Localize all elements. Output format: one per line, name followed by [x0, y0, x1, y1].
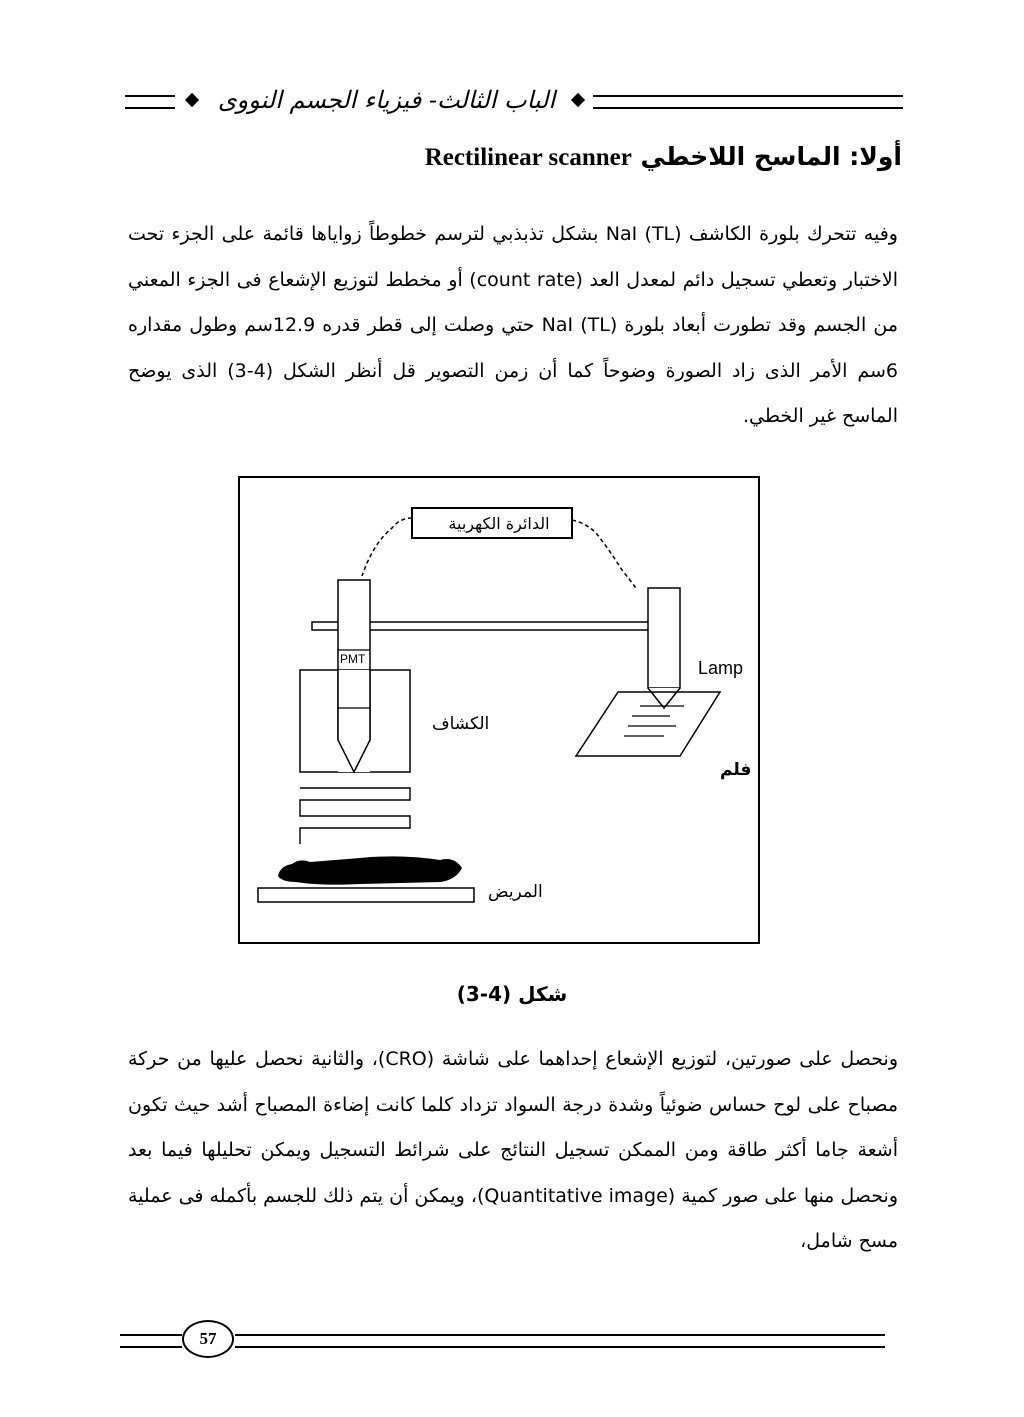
patient-silhouette: [278, 856, 462, 884]
chapter-title: الباب الثالث- فيزياء الجسم النووى: [217, 86, 556, 114]
footer-rule-left: [120, 1334, 182, 1348]
detector-scan-path: [300, 788, 410, 844]
patient-label: المريض: [488, 882, 543, 902]
figure-caption: شكل (4-3): [456, 982, 568, 1006]
page-number: 57: [182, 1320, 234, 1358]
diamond-ornament-icon: [185, 93, 199, 107]
left-wire: [362, 518, 412, 576]
patient-table: [258, 888, 474, 902]
scanner-figure: [238, 476, 760, 944]
section-heading-arabic: أولا: الماسح اللاخطي: [640, 142, 902, 171]
film-label: فلم: [720, 760, 752, 780]
detector-label: الكشاف: [432, 714, 490, 734]
scanner-diagram: [240, 478, 758, 942]
lamp-label: Lamp: [698, 658, 744, 678]
header-rule-right: [593, 95, 903, 109]
film-scan-path: [624, 706, 684, 736]
diamond-ornament-icon: [571, 93, 585, 107]
circuit-label: الدائرة الكهربية: [448, 514, 550, 533]
section-heading-english: Rectilinear scanner: [424, 144, 632, 171]
lamp-tip: [648, 688, 680, 708]
paragraph-images: ونحصل على صورتين، لتوزيع الإشعاع إحداهما على شاشة (CRO)، والثانية نحصل عليها من حركة مصباح على لوح حساس ضوئياً وشدة درجة السواد تزداد كلما كانت إضاءة المصباح أشد حيث تكون أشعة جاما أكثر طاقة ومن الممكن تسجيل النتائج على شرائط التسجيل ويمكن تحليلها فيما بعد ونحصل منها على صور كمية (Quantitative image)، ويمكن أن يتم ذلك للجسم بأكمله فى عملية مسح شامل،: [128, 1048, 898, 1252]
paragraph-intro: وفيه تتحرك بلورة الكاشف (NaI (TL بشكل تذبذبي لترسم خطوطاً زواياها قائمة على الجزء تحت الاختبار وتعطي تسجيل دائم لمعدل العد (count rate) أو مخطط لتوزيع الإشعاع فى الجزء المعني من الجسم وقد تطورت أبعاد بلورة (NaI (TL حتي وصلت إلى قطر قدره 12.9سم وطول مقداره 6سم الأمر الذى زاد الصورة وضوحاً كما أن زمن التصوير قل أنظر الشكل (4-3) الذى يوضح الماسح غير الخطي.: [128, 223, 899, 427]
pmt-label: PMT: [340, 652, 366, 666]
film-sheet: [576, 692, 720, 756]
page-footer: [120, 1320, 885, 1364]
right-wire: [572, 520, 636, 588]
lamp-tube: [648, 588, 680, 688]
header-rule-left: [125, 95, 175, 109]
footer-rule-right: [235, 1334, 885, 1348]
running-header: [125, 82, 903, 118]
section-heading: [122, 142, 902, 172]
